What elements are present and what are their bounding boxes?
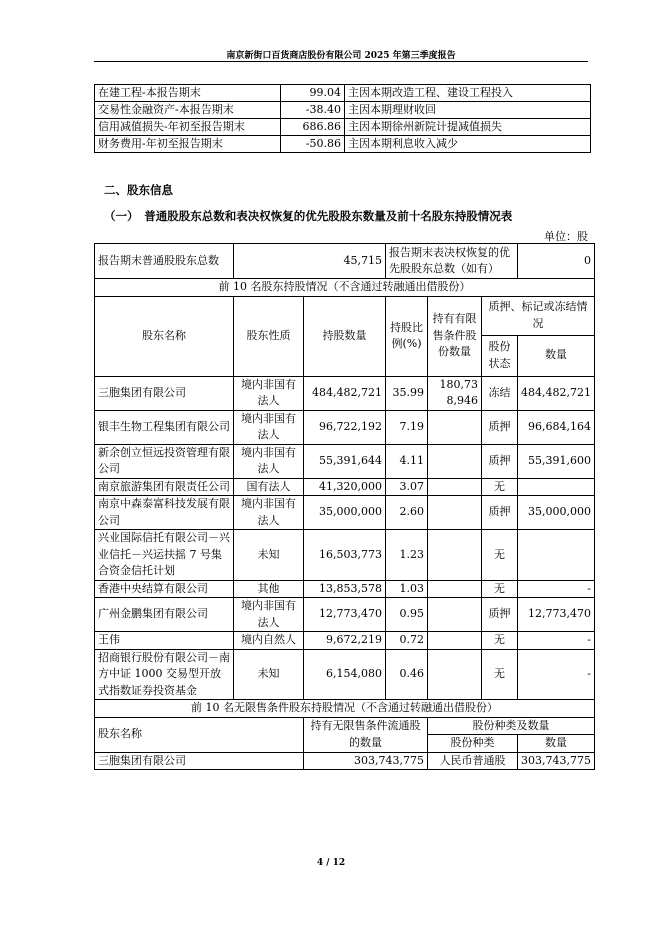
holder-row [95,598,595,632]
changes-pct: 99.04 [281,85,345,102]
changes-reason: 主因本期理财收回 [345,102,591,119]
holder-ratio: 4.11 [386,444,428,478]
holder-qty: 55,391,600 [518,444,595,478]
holder-qty: - [518,580,595,598]
header-ratio: 持股比例(%) [386,296,428,376]
changes-pct: 686.86 [281,119,345,136]
changes-row [95,136,591,153]
changes-reason: 主因本期利息收入减少 [345,136,591,153]
holder-status: 无 [482,530,518,581]
holder-nature: 境内非国有法人 [234,444,304,478]
header-status: 股份状态 [482,335,518,376]
holder-ratio: 0.95 [386,598,428,632]
holder-restricted [428,649,482,700]
shareholders-table [94,243,595,770]
holder-nature: 境内非国有法人 [234,496,304,530]
holder-row [95,496,595,530]
changes-item: 交易性金融资产-本报告期末 [95,102,281,119]
changes-item: 财务费用-年初至报告期末 [95,136,281,153]
section-title: 二、股东信息 [104,183,173,197]
holder-ratio: 0.46 [386,649,428,700]
holder-nature: 未知 [234,530,304,581]
holder-restricted [428,530,482,581]
changes-reason: 主因本期徐州新院计提减值损失 [345,119,591,136]
holder-row [95,376,595,410]
holder-name: 广州金鹏集团有限公司 [95,598,234,632]
changes-item: 信用减值损失-年初至报告期末 [95,119,281,136]
total-holders-label: 报告期末普通股股东总数 [95,244,234,279]
holder-name: 三胞集团有限公司 [95,376,234,410]
holder-ratio: 7.19 [386,410,428,444]
changes-item: 在建工程-本报告期末 [95,85,281,102]
top10-caption: 前 10 名股东持股情况（不含通过转融通出借股份） [95,279,595,297]
changes-table [94,84,591,153]
holder-shares: 16,503,773 [304,530,386,581]
holder-restricted [428,598,482,632]
unrestricted-qty: 303,743,775 [304,752,428,770]
unrestricted-header-name: 股东名称 [95,717,304,752]
holder-shares: 9,672,219 [304,632,386,650]
holder-ratio: 3.07 [386,478,428,496]
holder-qty [518,478,595,496]
unrestricted-amount: 303,743,775 [518,752,595,770]
header-name: 股东名称 [95,296,234,376]
unrestricted-row [95,752,595,770]
unrestricted-header-qty: 持有无限售条件流通股的数量 [304,717,428,752]
holder-qty: - [518,649,595,700]
unrestricted-caption: 前 10 名无限售条件股东持股情况（不含通过转融通出借股份） [95,700,595,718]
holder-name: 南京中森泰富科技发展有限公司 [95,496,234,530]
holder-ratio: 1.03 [386,580,428,598]
changes-row [95,85,591,102]
holder-nature: 未知 [234,649,304,700]
holder-status: 无 [482,649,518,700]
holder-ratio: 0.72 [386,632,428,650]
total-holders-value: 45,715 [234,244,386,279]
holder-qty: 96,684,164 [518,410,595,444]
holder-qty: - [518,632,595,650]
holder-status: 质押 [482,496,518,530]
holder-nature: 境内自然人 [234,632,304,650]
holder-name: 王伟 [95,632,234,650]
holder-row [95,444,595,478]
holder-qty [518,530,595,581]
holder-ratio: 35.99 [386,376,428,410]
holder-nature: 境内非国有法人 [234,410,304,444]
holder-status: 质押 [482,410,518,444]
header-pledge-group: 质押、标记或冻结情况 [482,296,595,335]
holder-row [95,478,595,496]
holder-shares: 41,320,000 [304,478,386,496]
holder-nature: 国有法人 [234,478,304,496]
holder-shares: 96,722,192 [304,410,386,444]
unrestricted-header-type: 股份种类 [428,735,518,753]
holder-status: 质押 [482,444,518,478]
holder-shares: 6,154,080 [304,649,386,700]
holder-name: 新余创立恒远投资管理有限公司 [95,444,234,478]
holder-shares: 35,000,000 [304,496,386,530]
total-holders-row [95,244,595,279]
holder-ratio: 2.60 [386,496,428,530]
holder-row [95,632,595,650]
holder-restricted: 180,738,946 [428,376,482,410]
unrestricted-caption-row [95,700,595,718]
header-row-1 [95,296,595,335]
page-number: 4 / 12 [316,858,346,868]
changes-reason: 主因本期改造工程、建设工程投入 [345,85,591,102]
header-shares: 持股数量 [304,296,386,376]
holder-status: 质押 [482,598,518,632]
holder-shares: 12,773,470 [304,598,386,632]
pref-holders-label: 报告期末表决权恢复的优先股股东总数（如有） [386,244,518,279]
unrestricted-header-row-1 [95,717,595,735]
holder-name: 银丰生物工程集团有限公司 [95,410,234,444]
holder-shares: 55,391,644 [304,444,386,478]
header-qty: 数量 [518,335,595,376]
holder-restricted [428,632,482,650]
changes-pct: -50.86 [281,136,345,153]
holder-restricted [428,496,482,530]
holder-row [95,410,595,444]
holder-row [95,580,595,598]
holder-name: 南京旅游集团有限责任公司 [95,478,234,496]
subsection-title: （一） 普通股股东总数和表决权恢复的优先股股东数量及前十名股东持股情况表 [104,209,513,223]
holder-name: 兴业国际信托有限公司－兴业信托－兴运扶摇 7 号集合资金信托计划 [95,530,234,581]
page-header: 南京新街口百货商店股份有限公司 2025 年第三季度报告 [226,51,456,61]
unrestricted-header-type-group: 股份种类及数量 [428,717,595,735]
header-restricted: 持有有限售条件股份数量 [428,296,482,376]
changes-pct: -38.40 [281,102,345,119]
holder-status: 无 [482,478,518,496]
pref-holders-value: 0 [518,244,595,279]
holder-row [95,530,595,581]
unrestricted-name: 三胞集团有限公司 [95,752,304,770]
holder-ratio: 1.23 [386,530,428,581]
holder-shares: 484,482,721 [304,376,386,410]
holder-qty: 35,000,000 [518,496,595,530]
unrestricted-header-amount: 数量 [518,735,595,753]
header-rule [94,61,588,62]
holder-restricted [428,478,482,496]
holder-qty: 484,482,721 [518,376,595,410]
holder-row [95,649,595,700]
unrestricted-type: 人民币普通股 [428,752,518,770]
changes-row [95,119,591,136]
holder-restricted [428,410,482,444]
unit-label: 单位：股 [544,230,588,243]
holder-name: 香港中央结算有限公司 [95,580,234,598]
holder-restricted [428,580,482,598]
holder-shares: 13,853,578 [304,580,386,598]
holder-qty: 12,773,470 [518,598,595,632]
holder-status: 无 [482,580,518,598]
header-nature: 股东性质 [234,296,304,376]
changes-row [95,102,591,119]
holder-status: 冻结 [482,376,518,410]
holder-nature: 境内非国有法人 [234,598,304,632]
top10-caption-row [95,279,595,297]
holder-nature: 境内非国有法人 [234,376,304,410]
holder-nature: 其他 [234,580,304,598]
holder-restricted [428,444,482,478]
holder-name: 招商银行股份有限公司－南方中证 1000 交易型开放式指数证券投资基金 [95,649,234,700]
holder-status: 无 [482,632,518,650]
